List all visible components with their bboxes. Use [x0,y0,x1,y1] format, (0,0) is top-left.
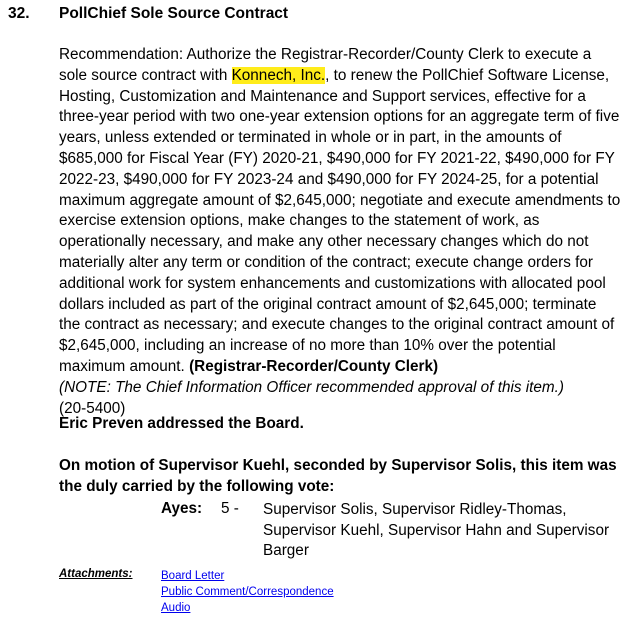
recommendation-paragraph [59,45,621,419]
ayes-names: Supervisor Solis, Supervisor Ridley-Thomas, Supervisor Kuehl, Supervisor Hahn and Supervisor Barger [263,501,610,559]
board-letter-link[interactable]: Board Letter [161,570,225,582]
audio-link[interactable]: Audio [161,602,191,614]
recommendation-text [59,45,621,419]
public-comment-note: Eric Preven addressed the Board. [59,415,304,432]
motion-text: On motion of Supervisor Kuehl, seconded by Supervisor Solis, this item was the duly carried by the following vote: [59,457,617,495]
public-comment-link[interactable]: Public Comment/Correspondence [161,586,334,598]
recommendation-text-part2: , to renew the PollChief Software License, Hosting, Customization and Maintenance and Support services, effective for a three-year period with two one-year extension options for an aggregate term of five years, unless extended or terminated in whole or in part, in the amounts of $685,000 for Fiscal Year (FY) 2020-21, $490,000 for FY 2021-22, $490,000 for FY 2022-23, $490,000 for FY 2023-24 and $490,000 for FY 2024-25, for a potential maximum aggregate amount of $2,645,000; negotiate and execute amendments to exercise extension options, make changes to the statement of work, as operationally necessary, and make any other necessary changes which do not materially alter any term or condition of the contract; execute change orders for additional work for system enhancements and customizations with allocated pool dollars included as part of the original contract amount of $2,645,000; terminate the contract as necessary; and execute changes to the original contract amount of $2,645,000, including an increase of no more than 10% over the potential maximum amount. [59,66,621,375]
highlighted-vendor-name: Konnech, Inc. [231,66,326,84]
recommendation-text-part1: Recommendation: Authorize the Registrar-Recorder/County Clerk to execute a sole source contract with [59,46,592,84]
item-number: 32. [8,5,30,22]
ayes-count: 5 - [221,500,239,517]
cio-note: (NOTE: The Chief Information Officer recommended approval of this item.) [59,378,564,396]
ayes-label: Ayes: [161,500,203,517]
file-number: (20-5400) [59,399,126,417]
department-label: (Registrar-Recorder/County Clerk) [189,357,439,375]
item-title: PollChief Sole Source Contract [59,5,289,22]
attachments-links [161,568,334,616]
attachments-label: Attachments: [59,568,133,580]
